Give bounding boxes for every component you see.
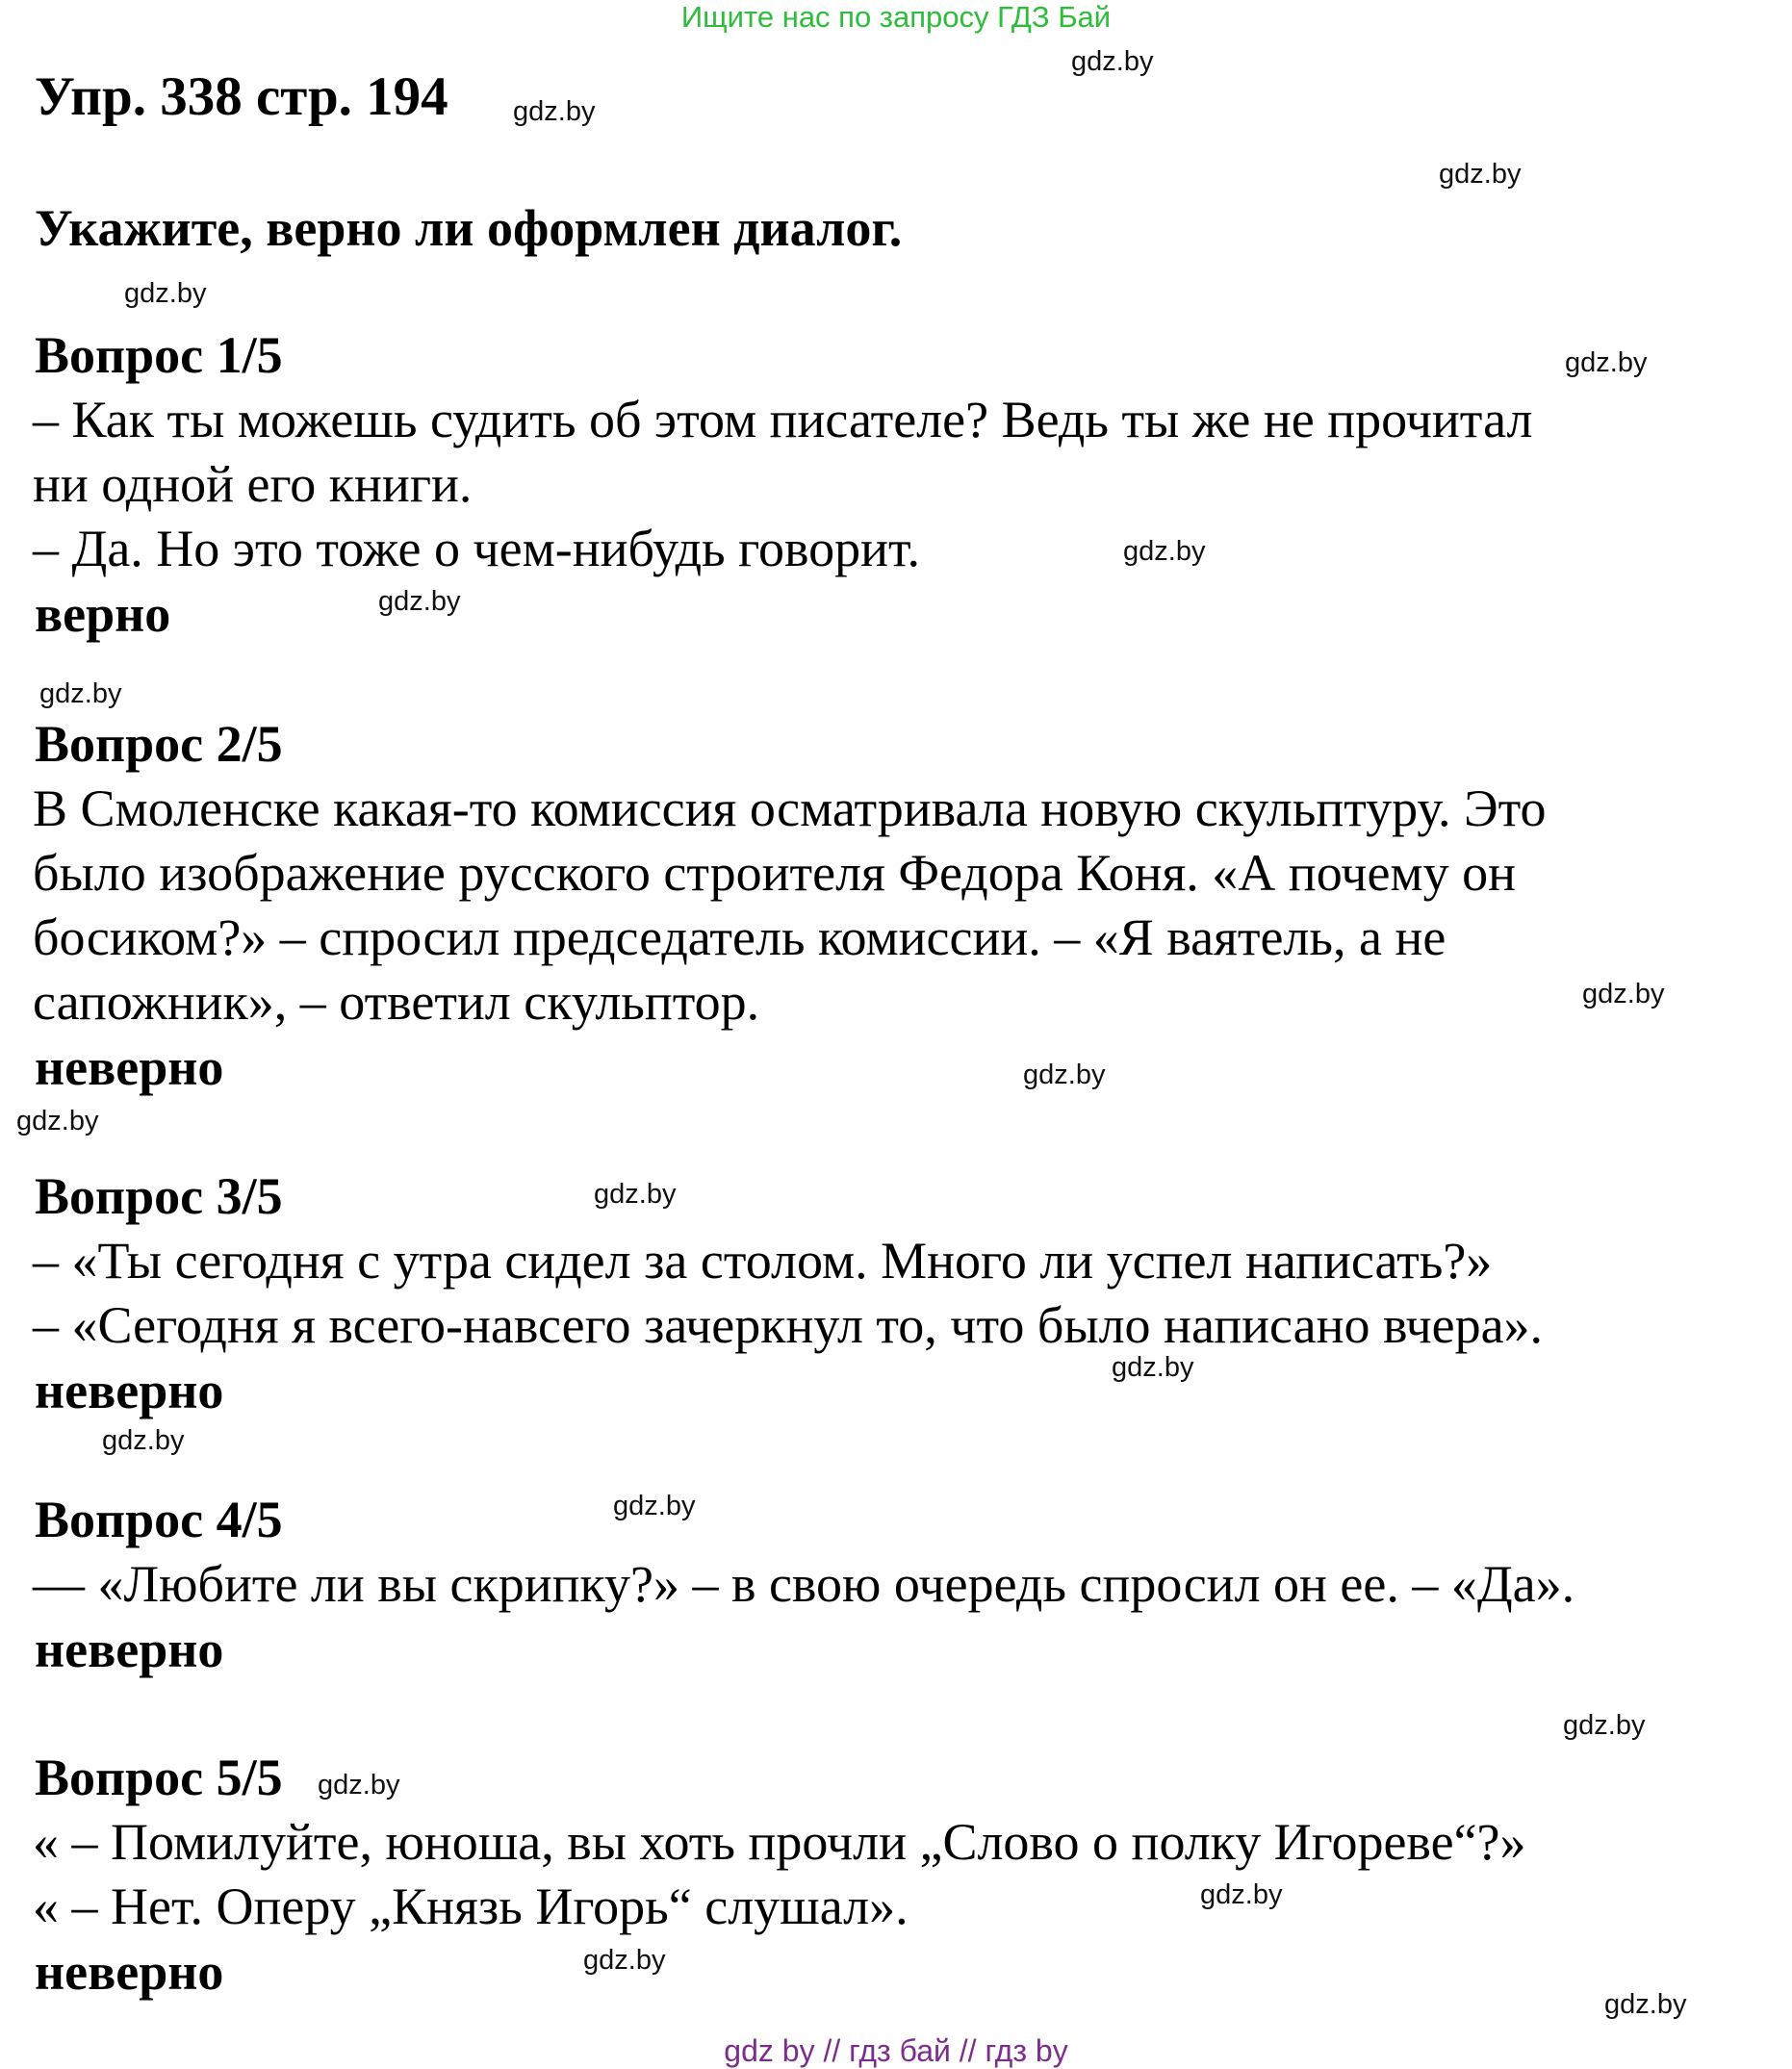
exercise-title: Упр. 338 стр. 194 (35, 66, 448, 127)
watermark: gdz.by (1200, 1879, 1283, 1910)
watermark: gdz.by (124, 278, 207, 309)
watermark: gdz.by (1582, 979, 1665, 1009)
watermark: gdz.by (1604, 1989, 1687, 2020)
question-2-line: В Смоленске какая-то комиссия осматривала новую скульптуру. Это (33, 779, 1547, 837)
question-5-heading: Вопрос 5/5 (35, 1749, 283, 1806)
question-1-line: – Как ты можешь судить об этом писателе? Ведь ты же не прочитал (33, 391, 1533, 448)
watermark: gdz.by (1565, 347, 1648, 378)
question-5-line: « – Нет. Оперу „Князь Игорь“ слушал». (33, 1877, 909, 1935)
watermark: gdz.by (594, 1179, 677, 1210)
watermark: gdz.by (1023, 1060, 1106, 1090)
watermark: gdz.by (583, 1945, 666, 1976)
watermark: gdz.by (318, 1770, 400, 1801)
watermark: gdz.by (102, 1425, 185, 1456)
question-1-line: ни одной его книги. (33, 455, 473, 513)
watermark: gdz.by (1112, 1352, 1194, 1383)
question-3-line: – «Ты сегодня с утра сидел за столом. Много ли успел написать?» (33, 1232, 1493, 1290)
question-1-line: – Да. Но это тоже о чем-нибудь говорит. (33, 520, 921, 577)
question-3-heading: Вопрос 3/5 (35, 1167, 283, 1225)
task-statement: Укажите, верно ли оформлен диалог. (35, 199, 903, 257)
question-2-line: сапожник», – ответил скульптор. (33, 973, 760, 1031)
question-4-heading: Вопрос 4/5 (35, 1491, 283, 1548)
watermark: gdz.by (1123, 536, 1206, 567)
search-banner: Ищите нас по запросу ГДЗ Бай (680, 0, 1112, 34)
watermark: gdz.by (1563, 1710, 1646, 1741)
watermark: gdz.by (1071, 46, 1154, 77)
watermark: gdz.by (513, 96, 596, 127)
watermark: gdz.by (378, 586, 461, 617)
question-2-answer: неверно (35, 1038, 224, 1096)
watermark: gdz.by (1439, 159, 1522, 190)
question-4-answer: неверно (35, 1621, 224, 1678)
footer-links: gdz by // гдз бай // гдз by (724, 2033, 1068, 2068)
question-2-line: босиком?» – спросил председатель комиссии. – «Я ваятель, а не (33, 908, 1446, 966)
question-5-answer: неверно (35, 1943, 224, 2001)
question-1-answer: верно (35, 585, 171, 643)
question-2-line: было изображение русского строителя Федора Коня. «А почему он (33, 844, 1517, 902)
question-5-line: « – Помилуйте, юноша, вы хоть прочли „Слово о полку Игореве“?» (33, 1813, 1526, 1871)
watermark: gdz.by (613, 1491, 696, 1521)
watermark: gdz.by (16, 1106, 99, 1137)
question-3-line: – «Сегодня я всего-навсего зачеркнул то, что было написано вчера». (33, 1296, 1544, 1354)
question-1-heading: Вопрос 1/5 (35, 326, 283, 384)
watermark: gdz.by (39, 678, 122, 709)
question-3-answer: неверно (35, 1362, 224, 1419)
question-2-heading: Вопрос 2/5 (35, 715, 283, 773)
question-4-line: — «Любите ли вы скрипку?» – в свою очередь спросил он ее. – «Да». (33, 1555, 1575, 1613)
